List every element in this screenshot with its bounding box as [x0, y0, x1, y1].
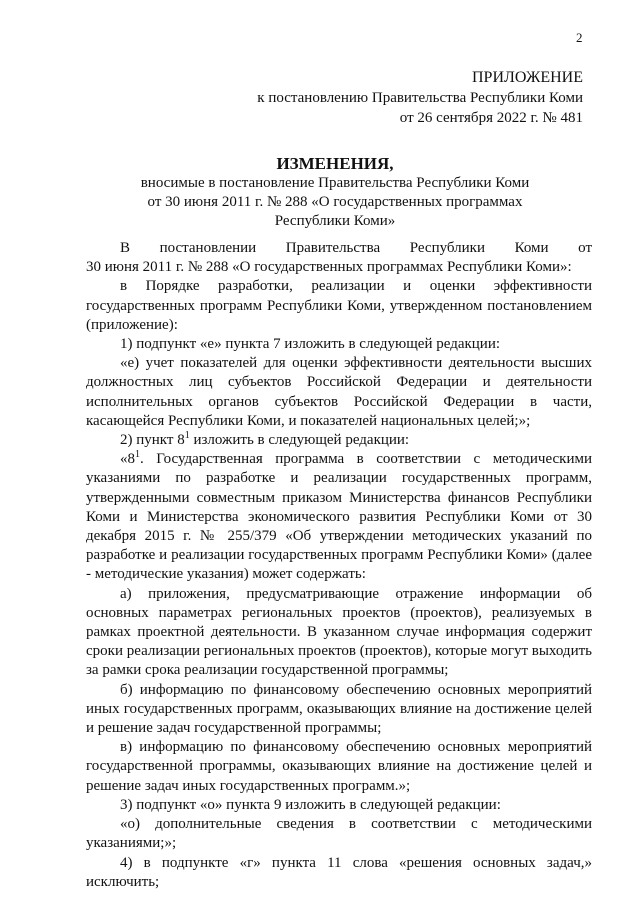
paragraph-7: б) информацию по финансовому обеспечению основных мероприятий иных государственных программ, оказывающих влияние на достижение целей и решение задач государственной программы; — [86, 681, 592, 737]
appendix-line-1: к постановлению Правительства Республики Коми — [257, 90, 583, 106]
heading-line-3: Республики Коми» — [274, 213, 396, 229]
paragraph-3: «е) учет показателей для оценки эффективности деятельности высших должностных лиц субъектов Российской Федерации и деятельности исполнительных органов субъектов Российской Федерации в части, касающейся Республики Коми, и показателей национальных целей;»; — [86, 355, 592, 429]
paragraph-5-text-a: «8 — [120, 451, 135, 468]
appendix-title: ПРИЛОЖЕНИЕ — [471, 69, 583, 86]
paragraph-5-text-b: . Государственная программа в соответствии с методическими указаниями по разработке и реализации государственных программ, утвержденными совместным приказом Министерства финансов Республики Коми и Министерства экономического развития Республики Коми от 30 декабря 2015 г. № 255/379 «Об утверждении методических указаний по разработке и реализации государственных программ Республики Коми» (далее - методические указания) может содержать: — [86, 451, 592, 583]
paragraph-5-superscript: 1 — [135, 449, 140, 461]
page-number: 2 — [576, 30, 583, 45]
paragraph-6: а) приложения, предусматривающие отражение информации об основных параметрах региональных проектов (проектов), реализуемых в рамках проектной деятельности. В указанном случае информация содержит сроки реализации региональных проектов (проектов), которые могут выходить за рамки срока реализации государственной программы; — [86, 585, 592, 679]
paragraph-1: в Порядке разработки, реализации и оценки эффективности государственных программ Республики Коми, утвержденном постановлением (приложение): — [86, 278, 592, 333]
heading-title: ИЗМЕНЕНИЯ, — [276, 154, 394, 173]
document-heading — [80, 154, 590, 231]
heading-line-1: вносимые в постановление Правительства Республики Коми — [140, 175, 530, 191]
paragraph-8: в) информацию по финансовому обеспечению основных мероприятий государственной программы, оказывающих влияние на достижение целей и решение задач иных государственных программ.»; — [86, 739, 592, 794]
heading-line-2: от 30 июня 2011 г. № 288 «О государственных программах — [147, 194, 523, 210]
paragraph-11: 4) в подпункте «г» пункта 11 слова «решения основных задач,» исключить; — [86, 854, 592, 890]
paragraph-9: 3) подпункт «о» пункта 9 изложить в следующей редакции: — [120, 796, 501, 813]
paragraph-4-superscript: 1 — [184, 430, 190, 442]
paragraph-4-text-a: 2) пункт 8 — [120, 432, 185, 449]
paragraph-10: «о) дополнительные сведения в соответствии с методическими указаниями;»; — [86, 816, 592, 852]
intro-line-2: 30 июня 2011 г. № 288 «О государственных программах Республики Коми»: — [86, 259, 572, 276]
paragraph-4 — [86, 431, 592, 450]
document-body — [86, 239, 592, 892]
paragraph-5 — [86, 450, 592, 584]
appendix-line-2: от 26 сентября 2022 г. № 481 — [399, 110, 583, 126]
paragraph-4-text-b: изложить в следующей редакции: — [189, 432, 410, 449]
intro-line-1: В постановлении Правительства Республики Коми от — [120, 240, 592, 256]
appendix-block — [257, 68, 583, 128]
paragraph-2: 1) подпункт «е» пункта 7 изложить в следующей редакции: — [120, 336, 501, 353]
